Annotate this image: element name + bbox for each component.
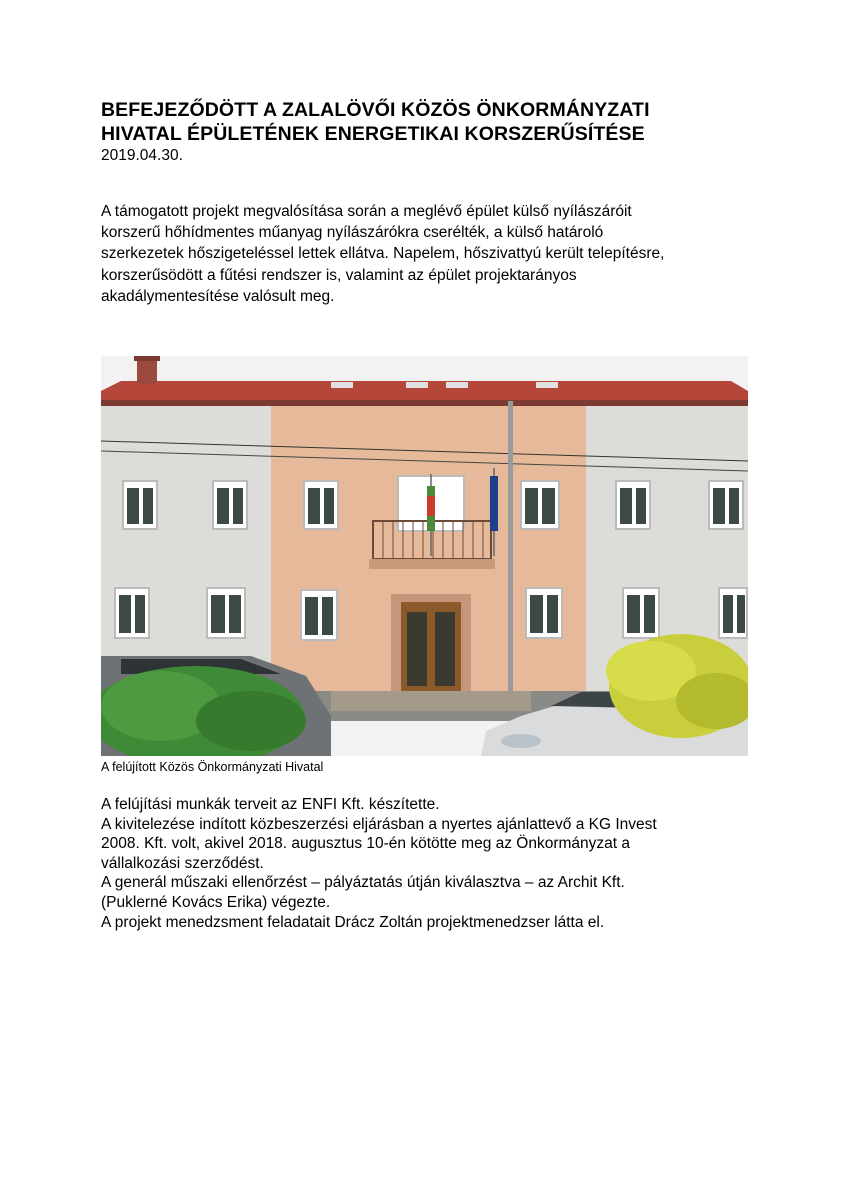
details-line: A generál műszaki ellenőrzést – pályáztatás útján kiválasztva – az Archit Kft. <box>101 874 625 892</box>
intro-line: korszerű hőhídmentes műanyag nyílászárókra cserélték, a külső határoló <box>101 224 604 242</box>
article-date: 2019.04.30. <box>101 147 183 164</box>
article-title <box>101 98 751 146</box>
details-line: (Puklerné Kovács Erika) végezte. <box>101 893 331 911</box>
details-line: A felújítási munkák terveit az ENFI Kft. készítette. <box>101 796 440 813</box>
details-line: A projekt menedzsment feladatait Drácz Zoltán projektmenedzser látta el. <box>101 913 605 931</box>
building-photo <box>101 356 748 756</box>
photo-caption: A felújított Közös Önkormányzati Hivatal <box>101 760 324 774</box>
details-line: 2008. Kft. volt, akivel 2018. augusztus 10-én kötötte meg az Önkormányzat a <box>101 835 631 853</box>
title-line: BEFEJEZŐDÖTT A ZALALÖVŐI KÖZÖS ÖNKORMÁNYZATI <box>101 99 650 121</box>
details-line: vállalkozási szerződést. <box>101 854 264 872</box>
details-paragraph <box>101 795 657 932</box>
intro-line: korszerűsödött a fűtési rendszer is, valamint az épület projektarányos <box>101 266 577 284</box>
intro-paragraph <box>101 201 751 307</box>
title-line: HIVATAL ÉPÜLETÉNEK ENERGETIKAI KORSZERŰSÍTÉSE <box>101 123 645 145</box>
intro-line: A támogatott projekt megvalósítása során a meglévő épület külső nyílászáróit <box>101 203 632 220</box>
document-page <box>101 98 751 931</box>
intro-line: szerkezetek hőszigeteléssel lettek ellátva. Napelem, hőszivattyú került telepítésre, <box>101 245 665 263</box>
details-line: A kivitelezése indított közbeszerzési eljárásban a nyertes ajánlattevő a KG Invest <box>101 815 657 833</box>
intro-line: akadálymentesítése valósult meg. <box>101 287 335 305</box>
